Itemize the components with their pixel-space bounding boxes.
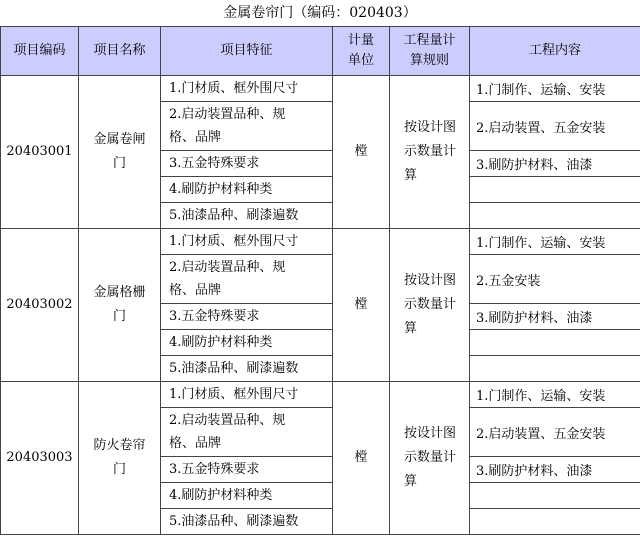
unit-cell: 樘 [333,76,390,229]
feature-cell: 4.刷防护材料种类 [161,330,333,356]
feature-cell: 4.刷防护材料种类 [161,177,333,203]
content-cell [470,483,640,509]
item-name: 防火卷帘 门 [79,382,161,535]
content-cell: 1.门制作、运输、安装 [470,76,640,102]
content-cell [470,356,640,382]
rule-cell: 按设计图 示数量计 算 [390,382,470,535]
header-unit: 计量 单位 [333,27,390,76]
item-name: 金属卷闸 门 [79,76,161,229]
content-cell: 1.门制作、运输、安装 [470,229,640,255]
feature-cell: 2.启动装置品种、规 格、品牌 [161,102,333,151]
feature-cell: 3.五金特殊要求 [161,151,333,177]
table-row [1,229,640,255]
header-rule: 工程量计 算规则 [390,27,470,76]
feature-cell: 5.油漆品种、刷漆遍数 [161,203,333,229]
rule-cell: 按设计图 示数量计 算 [390,229,470,382]
content-cell [470,509,640,535]
content-cell: 3.刷防护材料、油漆 [470,151,640,177]
feature-cell: 5.油漆品种、刷漆遍数 [161,356,333,382]
feature-cell: 3.五金特殊要求 [161,457,333,483]
header-row [1,27,640,76]
feature-cell: 5.油漆品种、刷漆遍数 [161,509,333,535]
content-cell [470,330,640,356]
feature-cell: 1.门材质、框外围尺寸 [161,382,333,408]
item-code: 20403001 [1,76,79,229]
content-cell: 1.门制作、运输、安装 [470,382,640,408]
feature-cell: 3.五金特殊要求 [161,304,333,330]
content-cell: 2.启动装置、五金安装 [470,408,640,457]
header-name: 项目名称 [79,27,161,76]
content-cell: 2.启动装置、五金安装 [470,102,640,151]
content-cell: 3.刷防护材料、油漆 [470,457,640,483]
feature-cell: 1.门材质、框外围尺寸 [161,76,333,102]
feature-cell: 2.启动装置品种、规 格、品牌 [161,255,333,304]
unit-cell: 樘 [333,229,390,382]
content-cell: 3.刷防护材料、油漆 [470,304,640,330]
header-features: 项目特征 [161,27,333,76]
item-code: 20403002 [1,229,79,382]
rule-cell: 按设计图 示数量计 算 [390,76,470,229]
header-content: 工程内容 [470,27,640,76]
table-row [1,76,640,102]
item-name: 金属格栅 门 [79,229,161,382]
content-cell [470,177,640,203]
header-code: 项目编码 [1,27,79,76]
content-cell [470,203,640,229]
content-cell: 2.五金安装 [470,255,640,304]
bill-of-quantities-table [0,26,640,535]
feature-cell: 2.启动装置品种、规 格、品牌 [161,408,333,457]
unit-cell: 樘 [333,382,390,535]
feature-cell: 1.门材质、框外围尺寸 [161,229,333,255]
feature-cell: 4.刷防护材料种类 [161,483,333,509]
table-title: 金属卷帘门（编码：020403） [223,5,417,21]
table-row [1,382,640,408]
item-code: 20403003 [1,382,79,535]
